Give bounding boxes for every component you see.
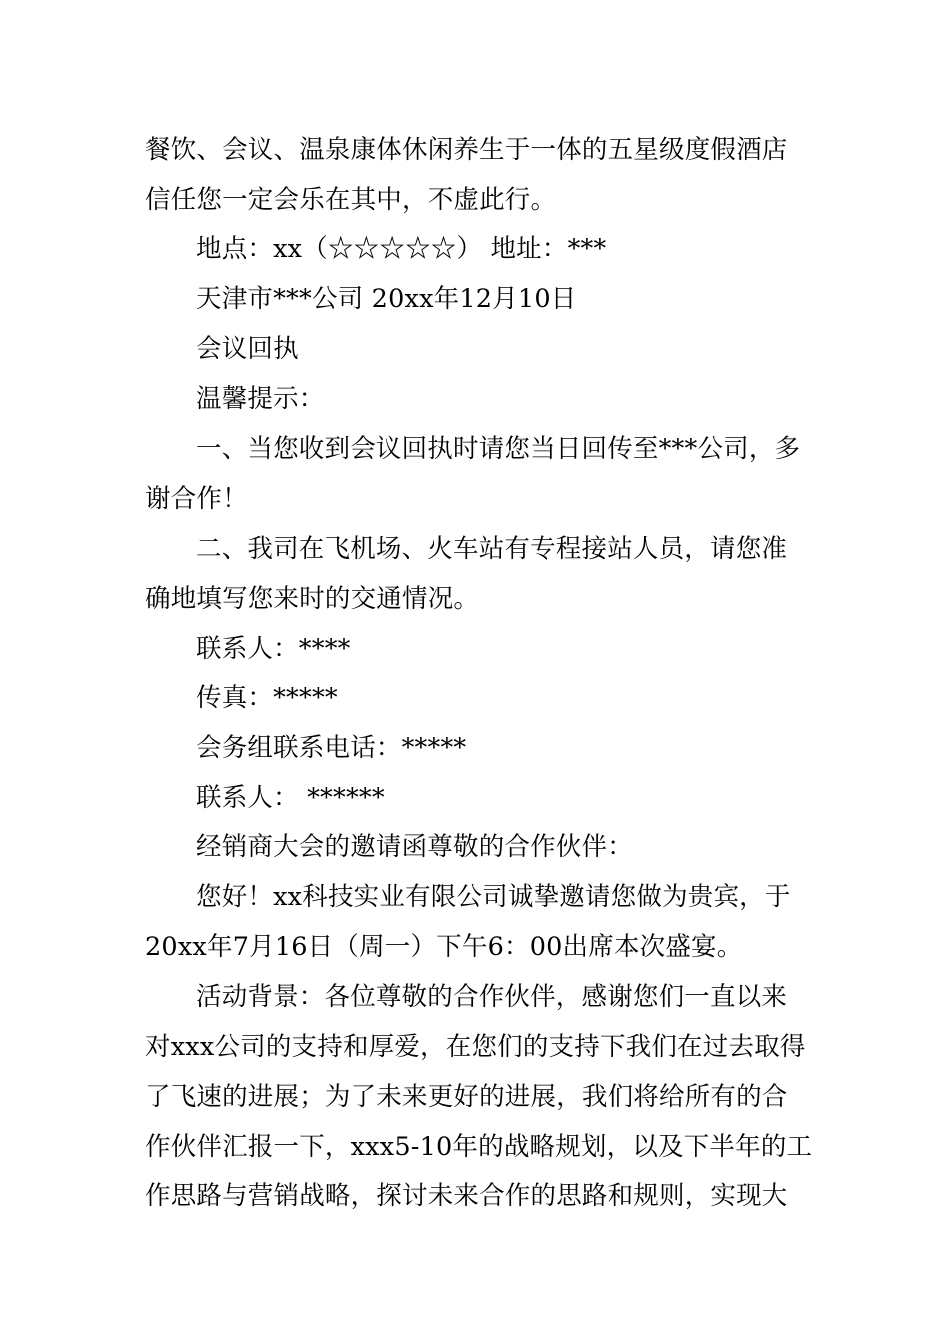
body-text-line: 20xx年7月16日（周一）下午6：00出席本次盛宴。 (145, 932, 743, 962)
body-text-line: 信任您一定会乐在其中，不虚此行。 (145, 185, 557, 215)
body-text-line: 对xxx公司的支持和厚爱，在您们的支持下我们在过去取得 (145, 1032, 806, 1062)
body-text-line: 了飞速的进展；为了未来更好的进展，我们将给所有的合 (145, 1082, 788, 1112)
company-date-line: 天津市***公司 20xx年12月10日 (196, 284, 577, 314)
body-text-line: 您好！xx科技实业有限公司诚挚邀请您做为贵宾，于 (196, 882, 791, 912)
section-heading: 温馨提示： (196, 384, 325, 414)
location-line: 地点：xx（☆☆☆☆☆） 地址：*** (196, 234, 607, 264)
contact-line: 联系人：**** (196, 634, 351, 664)
section-heading: 会议回执 (196, 334, 299, 364)
body-text-line: 确地填写您来时的交通情况。 (145, 584, 480, 614)
phone-line: 会务组联系电话：***** (196, 733, 467, 763)
body-text-line: 作伙伴汇报一下，xxx5-10年的战略规划，以及下半年的工 (145, 1132, 813, 1162)
body-text-line: 谢合作！ (145, 484, 248, 514)
body-text-line: 作思路与营销战略，探讨未来合作的思路和规则，实现大 (145, 1181, 788, 1211)
body-text-line: 活动背景：各位尊敬的合作伙伴，感谢您们一直以来 (196, 982, 788, 1012)
section-heading: 经销商大会的邀请函尊敬的合作伙伴： (196, 832, 633, 862)
body-text-line: 二、我司在飞机场、火车站有专程接站人员，请您准 (196, 534, 788, 564)
body-text-line: 餐饮、会议、温泉康体休闲养生于一体的五星级度假酒店 (145, 135, 788, 165)
fax-line: 传真：***** (196, 683, 338, 713)
contact-line: 联系人： ****** (196, 783, 385, 813)
body-text-line: 一、当您收到会议回执时请您当日回传至***公司，多 (196, 434, 801, 464)
